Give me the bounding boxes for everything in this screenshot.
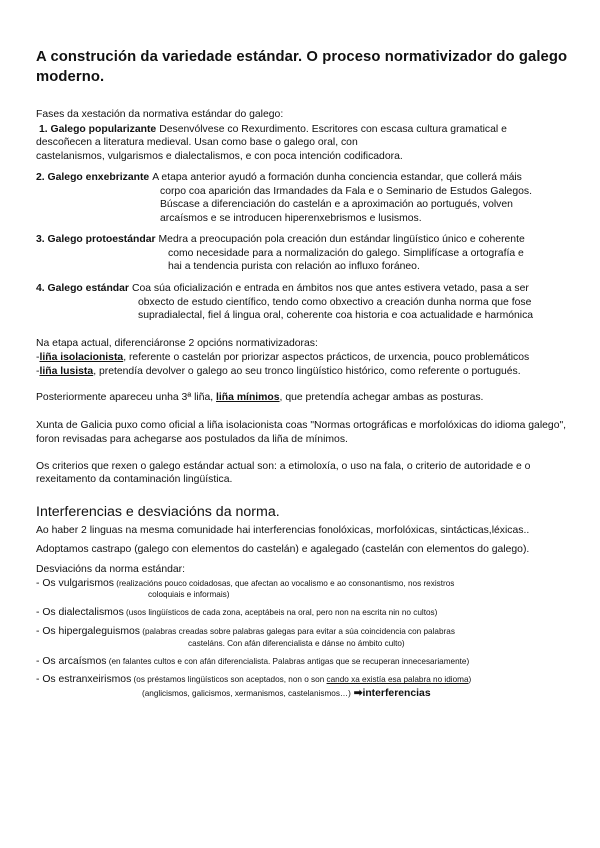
item-note: (realizacións pouco coidadosas, que afectan ao vocalismo e ao consonantismo, nos rexistros [113,578,455,588]
page-title: A construción da variedade estándar. O proceso normativizador do galego moderno. [36,49,568,85]
option-text: , pretendía devolver o galego ao seu tronco lingüístico histórico, como referente o portugués. [93,365,521,377]
dash: - [36,365,40,377]
document-page [36,48,568,701]
text: Posteriormente apareceu unha 3ª liña, [36,392,217,404]
option-name: liña mínimos [216,392,280,404]
option-name: liña isolacionista [39,351,124,363]
phase-name: 2. Galego enxebrizante [36,171,150,183]
current-intro: Na etapa actual, diferenciáronse 2 opcións normativizadoras: [36,338,318,350]
phase-desc: Coa súa oficialización e entrada en ámbitos nos que antes estivera vetado, pasa a ser [131,283,529,295]
item-note-end: ) [468,675,472,685]
item-label: - Os vulgarismos [36,577,114,589]
phase-2 [36,171,568,226]
item-label: - Os dialectalismos [36,607,124,619]
phase-4 [36,282,568,323]
option-lusista [36,365,568,379]
desviacions-intro: Desviacións da norma estándar: [36,564,186,576]
phase-name: 4. Galego estándar [36,283,129,295]
phase-desc-cont: hai a tendencia purista con relación ao influxo foráneo. [168,261,420,273]
phase-name: 1. Galego popularizante [39,123,157,135]
option-isolacionista [36,351,568,365]
phase-desc-cont: arcaísmos e se introducen hiperenxebrismos e lusismos. [160,213,422,225]
item-note-cont [36,687,568,701]
phase-desc-cont: como necesidade para a normalización do galego. Simplifícase a ortografía e [168,247,524,259]
dash: - [36,351,40,363]
phase-3 [36,233,568,274]
right-arrow-icon: ➡ [353,688,363,700]
phase-desc-cont: Búscase a diferenciación do castelán e a aproximación ao portugués, volven [160,199,513,211]
castrapo-line: Adoptamos castrapo (galego con elementos do castelán) e agalegado (castelán con elementos do galego). [36,544,530,556]
item-note: (palabras creadas sobre palabras galegas para evitar a súa coincidencia con palabras [139,627,455,637]
item-note-cont: coloquiais e informais) [148,590,230,600]
phase-desc: Desenvólvese co Rexurdimento. Escritores con escasa cultura gramatical e [159,123,507,135]
item-note-cont-text: (anglicismos, galicismos, xermanismos, castelanismos…) [142,689,351,699]
phase-1 [36,123,568,164]
option-name: liña lusista [39,365,94,377]
desviacion-item [36,625,568,650]
phase-desc-cont: corpo coa aparición das Irmandades da Fala e o Seminario de Estudos Galegos. [160,185,532,197]
item-label: - Os hipergaleguismos [36,626,140,638]
option-text: , referente o castelán por priorizar aspectos prácticos, de urxencia, pouco problemáticos [123,351,530,363]
phase-desc-cont: obxecto de estudo científico, tendo como obxectivo a creación dunha norma que fose [138,296,532,308]
item-label: - Os estranxeirismos [36,674,132,686]
item-note: (usos lingüísticos de cada zona, aceptábeis na oral, pero non na escrita nin no cultos) [123,608,438,618]
interferencias-intro: Ao haber 2 linguas na mesma comunidade hai interferencias fonolóxicas, morfolóxicas, sintácticas,léxicas.. [36,524,530,536]
phase-desc-cont: castelanismos, vulgarismos e dialectalismos, e con poca intención codificadora. [36,151,403,163]
item-note-cont: casteláns. Con afán diferencialista e dánse no ámbito culto) [188,638,405,648]
item-note: (os préstamos lingüísticos son aceptados, non o son [131,675,327,685]
item-note-underline: cando xa existía esa palabra no idioma [326,675,469,685]
result-label: interferencias [362,688,431,700]
desviacion-item [36,577,568,602]
phase-desc-cont: descoñecen a literatura medieval. Usan como base o galego oral, con [36,137,358,149]
phase-name: 3. Galego protoestándar [36,233,156,245]
desviacion-item [36,606,568,620]
item-label: - Os arcaísmos [36,655,107,667]
current-stage [36,337,568,378]
third-line-paragraph [36,391,568,405]
phases-intro: Fases da xestación da normativa estándar do galego: [36,108,284,120]
phase-desc-cont: supradialectal, fiel á lingua oral, coherente coa historia e coa actualidade e harmónica [138,310,534,322]
section-heading: Interferencias e desviacións da norma. [36,504,280,521]
phase-desc: A etapa anterior ayudó a formación dunha conciencia estandar, que collerá máis [152,171,522,183]
xunta-paragraph: Xunta de Galicia puxo como oficial a liña isolacionista coas "Normas ortográficas e morfolóxicas do idioma galego", foron revisadas para achegarse aos postulados da liña de mínimos. [36,420,567,445]
item-note: (en falantes cultos e con afán diferencialista. Palabras antigas que se recuperan innecesariamente) [106,656,470,666]
desviacion-item [36,655,568,669]
desviacion-item [36,673,568,700]
text: , que pretendía achegar ambas as posturas. [279,392,484,404]
phase-desc: Medra a preocupación pola creación dun estándar lingüístico único e coherente [158,233,525,245]
criterios-paragraph: Os criterios que rexen o galego estándar actual son: a etimoloxía, o uso na fala, o criterio de autoridade e o rexeitamento da contaminación lingüística. [36,460,531,486]
